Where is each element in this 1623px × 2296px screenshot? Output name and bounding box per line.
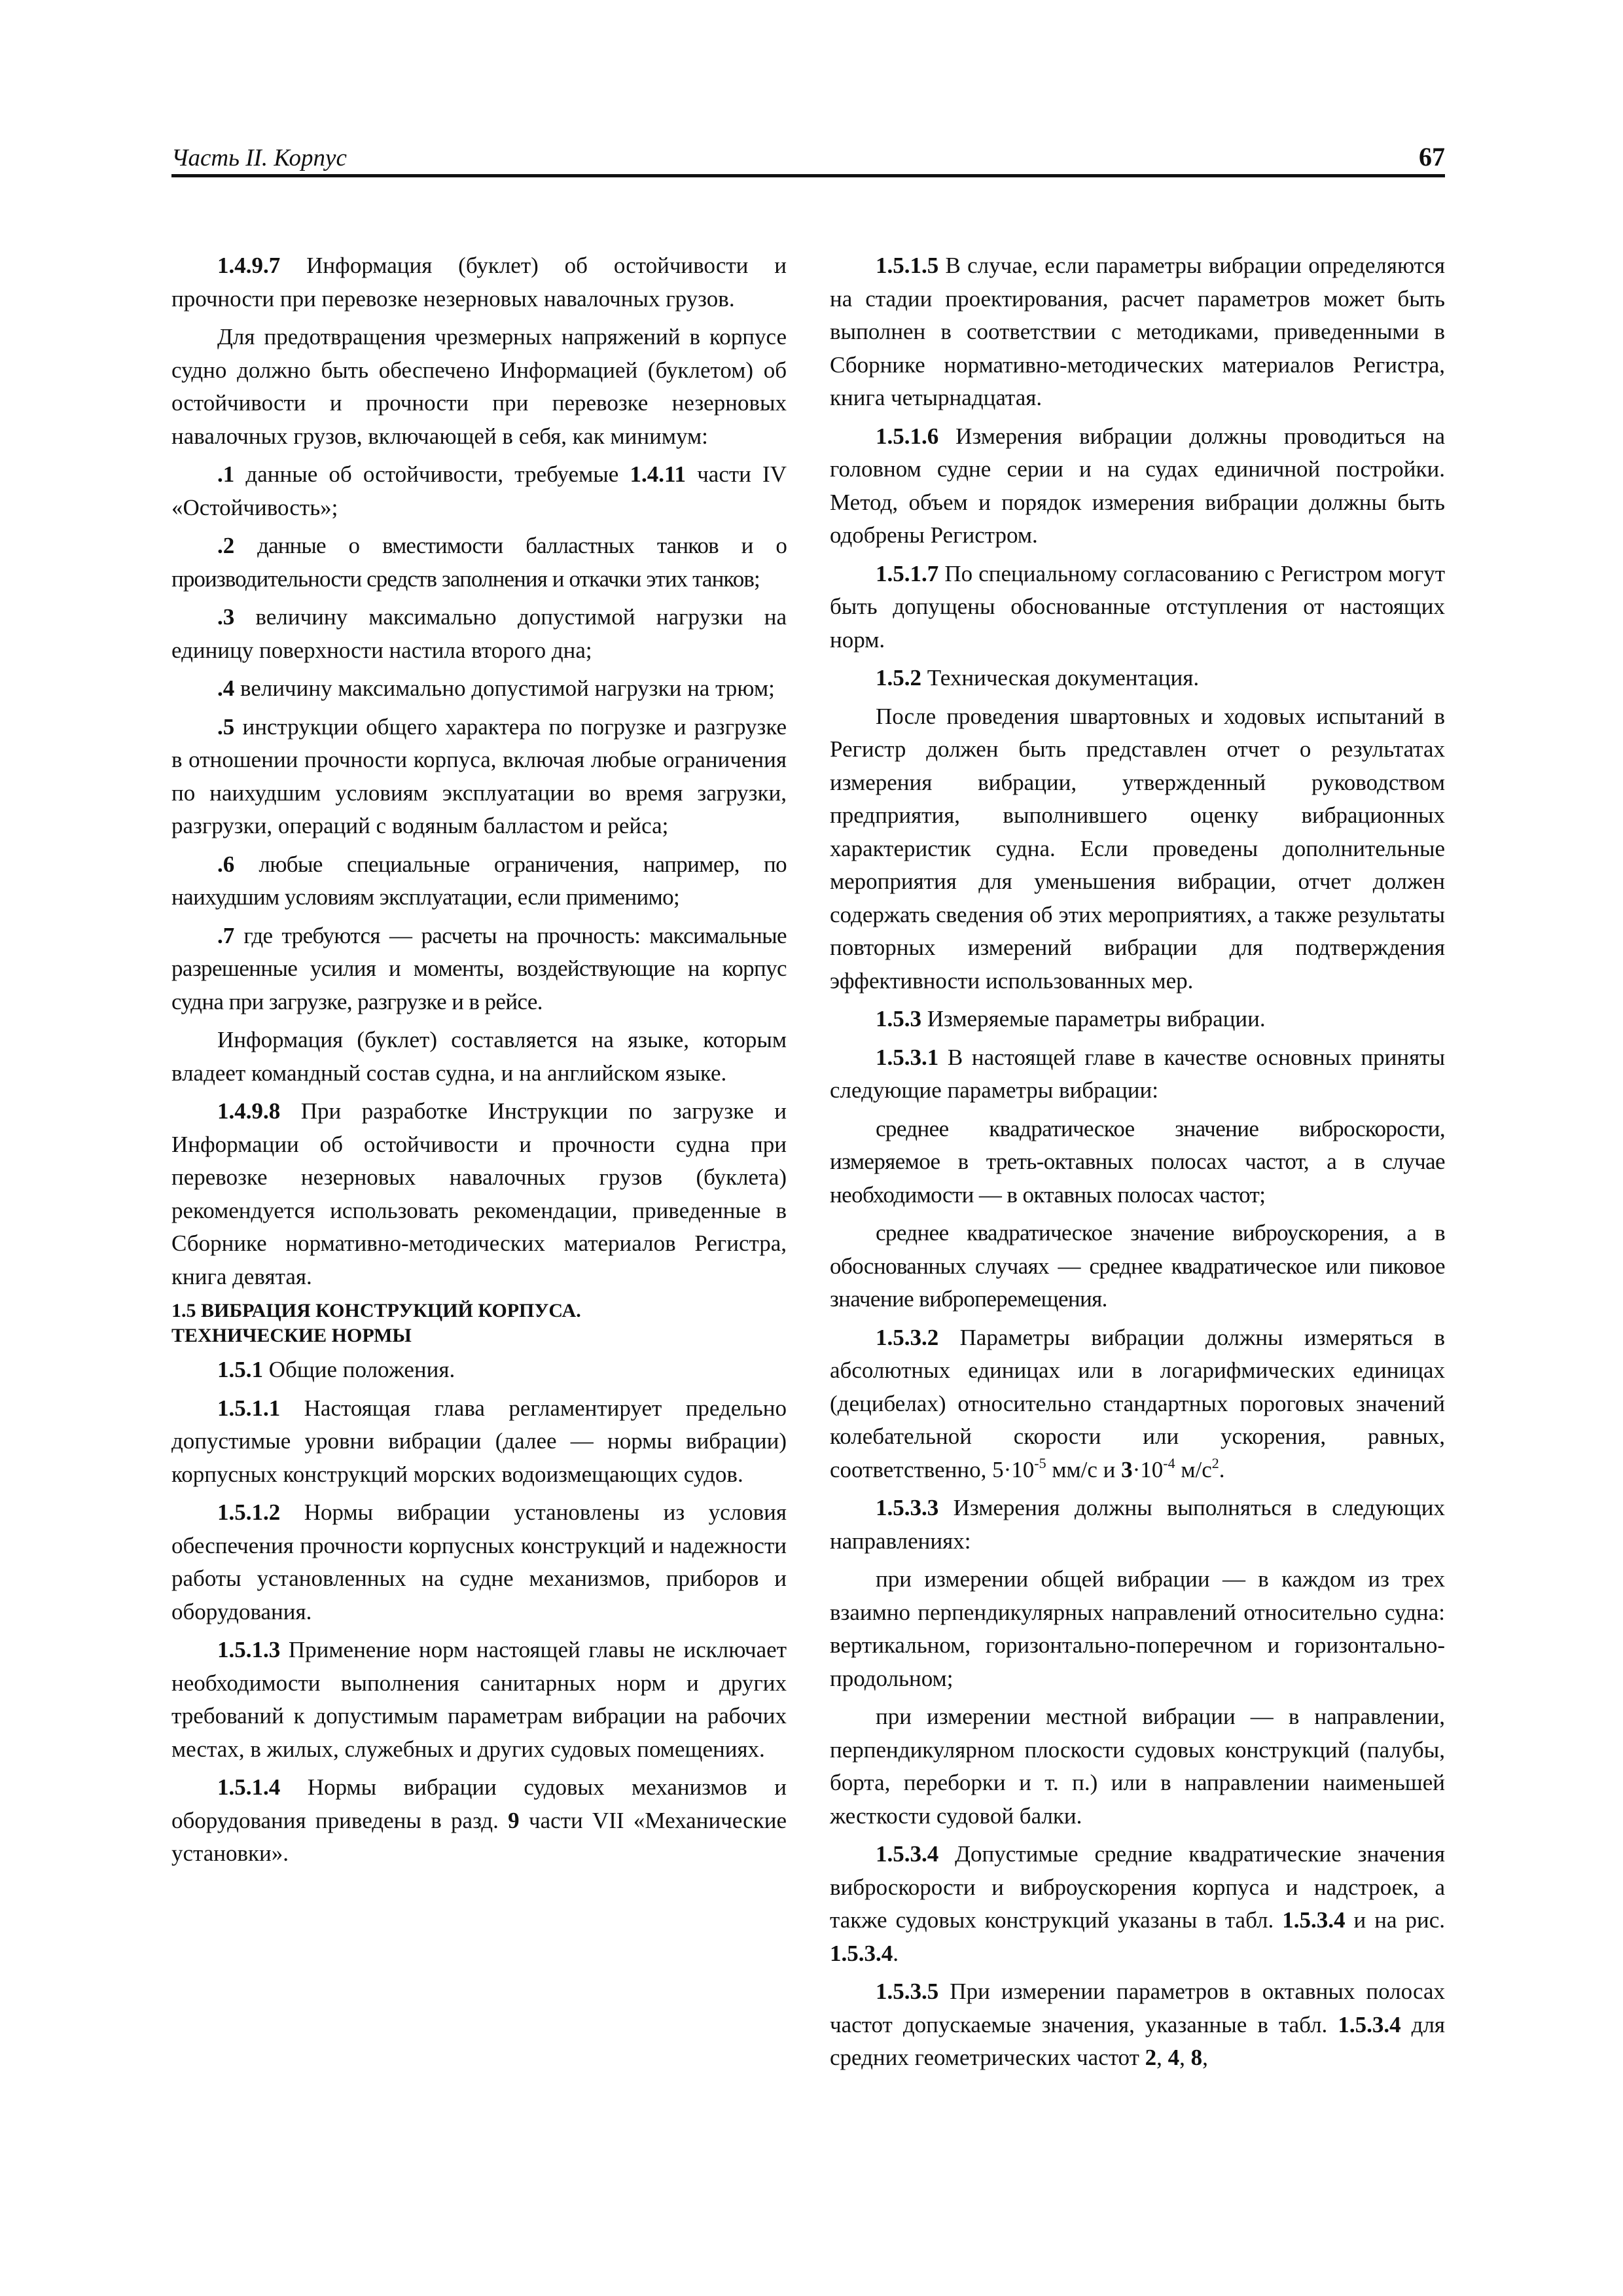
frequency-value: 4	[1168, 2045, 1180, 2070]
clause-number: 1.4.9.8	[217, 1098, 281, 1124]
exponent: -4	[1163, 1454, 1175, 1471]
clause-number: 1.5.3.5	[876, 1979, 939, 2004]
right-column	[830, 249, 1445, 2080]
section-heading-line: 1.5 ВИБРАЦИЯ КОНСТРУКЦИЙ КОРПУСА.	[171, 1300, 581, 1321]
subsection-heading	[830, 1003, 1445, 1036]
running-header	[171, 143, 1445, 175]
cross-reference: 1.5.3.4	[1282, 1907, 1346, 1933]
clause-number: 1.5.1.1	[217, 1395, 281, 1421]
paragraph-text: Нормы вибрации судовых механизмов и оборудования приведены в разд.	[171, 1774, 787, 1833]
paragraph-text: среднее квадратическое значение виброскорости, измеряемое в треть-октавных полосах частот, а в случае необходимости — в октавных полосах частот;	[830, 1115, 1445, 1208]
item-number: .2	[217, 533, 235, 558]
item-text: любые специальные ограничения, например, по наихудшим условиям эксплуатации, если применимо;	[171, 851, 787, 910]
exponent: 2	[1211, 1454, 1219, 1471]
item-text: инструкции общего характера по погрузке и разгрузке в отношении прочности корпуса, включая любые ограничения по наихудшим условиям эксплуатации во время загрузки, разгрузки, операций с водяным балластом и рейса;	[171, 713, 787, 838]
paragraph	[171, 1392, 787, 1492]
paragraph	[830, 1838, 1445, 1970]
subsection-title: Измеряемые параметры вибрации.	[921, 1006, 1266, 1031]
paragraph-text: Параметры вибрации должны измеряться в абсолютных единицах или в логарифмических единицах (децибелах) относительно стандартных пороговых значений колебательной скорости или ускорения, равных, соответственно, 5·10	[830, 1324, 1445, 1482]
paragraph-text: При разработке Инструкции по загрузке и Информации об остойчивости и прочности судна при перевозке незерновых навалочных грузов (буклета) рекомендуется использовать рекомендации, приведенные в Сборнике нормативно-методических материалов Регистра, книга девятая.	[171, 1098, 787, 1289]
paragraph-text: Настоящая глава регламентирует предельно допустимые уровни вибрации (далее — нормы вибрации) корпусных конструкций морских водоизмещающих судов.	[171, 1395, 787, 1487]
paragraph-text: В настоящей главе в качестве основных приняты следующие параметры вибрации:	[830, 1044, 1445, 1103]
paragraph-text: Измерения вибрации должны проводиться на головном судне серии и на судах единичной постройки. Метод, объем и порядок измерения вибрации должны быть одобрены Регистром.	[830, 423, 1445, 548]
page-number: 67	[1419, 142, 1445, 171]
item-number: .5	[217, 713, 235, 740]
item-number: .1	[217, 461, 235, 487]
paragraph-text: м/с	[1175, 1456, 1212, 1482]
paragraph-text: Допустимые средние квадратические значения виброскорости и виброускорения корпуса и надстроек, а также судовых конструкций указаны в табл.	[830, 1841, 1445, 1933]
paragraph-text: Информация (буклет) об остойчивости и прочности при перевозке незерновых навалочных грузов.	[171, 253, 787, 312]
paragraph-text: По специальному согласованию с Регистром могут быть допущены обоснованные отступления от настоящих норм.	[830, 560, 1445, 653]
list-item	[171, 458, 787, 524]
subsection-heading	[171, 1354, 787, 1387]
frequency-value: 8	[1190, 2045, 1203, 2070]
list-item	[171, 601, 787, 667]
subsection-title: Общие положения.	[263, 1357, 455, 1382]
paragraph-text: Для предотвращения чрезмерных напряжений в корпусе судно должно быть обеспечено Информацией (буклетом) об остойчивости и прочности при перевозке незерновых навалочных грузов, включающей в себя, как минимум:	[171, 324, 787, 449]
paragraph-text: среднее квадратическое значение виброускорения, а в обоснованных случаях — среднее квадратическое или пиковое значение виброперемещения.	[830, 1220, 1445, 1312]
clause-number: 1.5.3.3	[876, 1495, 939, 1520]
item-text: величину максимально допустимой нагрузки на единицу поверхности настила второго дна;	[171, 604, 787, 663]
paragraph	[830, 1217, 1445, 1316]
paragraph-text: Измерения должны выполняться в следующих направлениях:	[830, 1495, 1445, 1554]
paragraph	[830, 420, 1445, 552]
paragraph-text: при измерении местной вибрации — в направлении, перпендикулярном плоскости судовых конструкций (палубы, борта, переборки и т. п.) или в направлении наименьшей жесткости судовой балки.	[830, 1704, 1445, 1829]
clause-number: 1.5.2	[876, 665, 921, 691]
clause-number: 1.5.3.1	[876, 1044, 939, 1070]
clause-number: 1.5.1.5	[876, 253, 939, 278]
paragraph-text: части VII «Механические установки».	[171, 1807, 787, 1866]
paragraph-text: Применение норм настоящей главы не исключает необходимости выполнения санитарных норм и других требований к допустимым параметрам вибрации на рабочих местах, в жилых, служебных и других судовых помещениях.	[171, 1637, 787, 1762]
paragraph-text: ,	[1179, 2045, 1191, 2070]
paragraph-text: .	[893, 1940, 899, 1966]
paragraph-text: и на рис.	[1345, 1907, 1445, 1933]
paragraph-text: В случае, если параметры вибрации определяются на стадии проектирования, расчет параметров может быть выполнен в соответствии с методиками, приведенными в Сборнике нормативно-методических материалов Регистра, книга четырнадцатая.	[830, 253, 1445, 410]
paragraph-text: мм/с и	[1046, 1456, 1122, 1482]
paragraph	[830, 700, 1445, 998]
clause-number: 1.5.1.6	[876, 423, 939, 449]
cross-reference: 1.5.3.4	[1338, 2011, 1401, 2037]
clause-number: 1.5.3.2	[876, 1324, 939, 1350]
cross-reference: 1.4.11	[630, 461, 687, 487]
paragraph-text: ·10	[1132, 1456, 1164, 1482]
header-rule	[171, 174, 1445, 177]
paragraph	[830, 1700, 1445, 1833]
paragraph-text: При измерении параметров в октавных полосах частот допускаемые значения, указанные в табл.	[830, 1979, 1445, 2037]
exponent: -5	[1034, 1454, 1046, 1471]
paragraph	[171, 1024, 787, 1090]
item-number: .6	[217, 851, 235, 877]
section-heading-line: ТЕХНИЧЕСКИЕ НОРМЫ	[171, 1325, 412, 1346]
list-item	[171, 920, 787, 1019]
item-text: данные о вместимости балластных танков и о производительности средств заполнения и откачки этих танков;	[171, 533, 787, 592]
paragraph	[830, 1113, 1445, 1212]
list-item	[171, 672, 787, 706]
frequency-value: 2	[1145, 2045, 1157, 2070]
subsection-heading	[830, 662, 1445, 695]
paragraph-text: ,	[1156, 2045, 1168, 2070]
paragraph	[830, 558, 1445, 657]
paragraph-text: .	[1219, 1456, 1225, 1482]
clause-number: 1.5.1	[217, 1357, 263, 1382]
item-text: величину максимально допустимой нагрузки на трюм;	[234, 675, 775, 701]
item-number: .4	[217, 675, 235, 701]
clause-number: 1.5.1.7	[876, 560, 939, 586]
header-title: Часть II. Корпус	[171, 145, 347, 171]
paragraph	[830, 1563, 1445, 1695]
clause-number: 1.5.1.3	[217, 1637, 281, 1662]
paragraph	[171, 1771, 787, 1871]
paragraph-text: для средних геометрических частот	[830, 2011, 1446, 2070]
item-text: части IV «Остойчивость»;	[171, 461, 787, 520]
clause-number: 1.5.3	[876, 1006, 921, 1031]
subsection-title: Техническая документация.	[921, 665, 1200, 691]
item-text: данные об остойчивости, требуемые	[234, 461, 630, 487]
paragraph-text: ,	[1202, 2045, 1208, 2070]
paragraph	[171, 1496, 787, 1628]
clause-number: 1.5.3.4	[876, 1841, 939, 1867]
paragraph	[830, 1975, 1445, 2075]
cross-reference: 9	[508, 1807, 520, 1833]
paragraph	[171, 249, 787, 315]
paragraph	[171, 1634, 787, 1766]
paragraph-text: 3	[1121, 1456, 1133, 1482]
paragraph-text: Нормы вибрации установлены из условия обеспечения прочности корпусных конструкций и надежности работы установленных на судне механизмов, приборов и оборудования.	[171, 1499, 787, 1624]
section-heading	[171, 1299, 787, 1348]
paragraph	[830, 1321, 1445, 1487]
list-item	[171, 848, 787, 914]
paragraph-text: Информация (буклет) составляется на языке, которым владеет командный состав судна, и на английском языке.	[171, 1027, 787, 1086]
clause-number: 1.5.1.4	[217, 1774, 281, 1800]
item-number: .7	[217, 922, 235, 948]
paragraph-text: После проведения швартовных и ходовых испытаний в Регистр должен быть представлен отчет о результатах измерения вибрации, утвержденный руководством предприятия, выполнившего оценку вибрационных характеристик судна. Если проведены дополнительные мероприятия для уменьшения вибрации, отчет должен содержать сведения об этих мероприятиях, а также результаты повторных измерений вибрации для подтверждения эффективности использованных мер.	[830, 703, 1445, 994]
paragraph-text: при измерении общей вибрации — в каждом из трех взаимно перпендикулярных направлений относительно судна: вертикальном, горизонтально-поперечном и горизонтально-продольном;	[830, 1566, 1445, 1691]
clause-number: 1.4.9.7	[217, 253, 281, 278]
list-item	[171, 711, 787, 843]
list-item	[171, 529, 787, 596]
paragraph	[830, 1041, 1445, 1107]
paragraph	[830, 249, 1445, 415]
item-text: где требуются — расчеты на прочность: максимальные разрешенные усилия и моменты, воздействующие на корпус судна при загрузке, разгрузке и в рейсе.	[171, 922, 787, 1014]
cross-reference: 1.5.3.4	[830, 1940, 893, 1966]
paragraph	[171, 1095, 787, 1293]
item-number: .3	[217, 604, 235, 630]
paragraph	[171, 321, 787, 453]
paragraph	[830, 1492, 1445, 1558]
left-column	[171, 249, 787, 1876]
clause-number: 1.5.1.2	[217, 1499, 281, 1525]
